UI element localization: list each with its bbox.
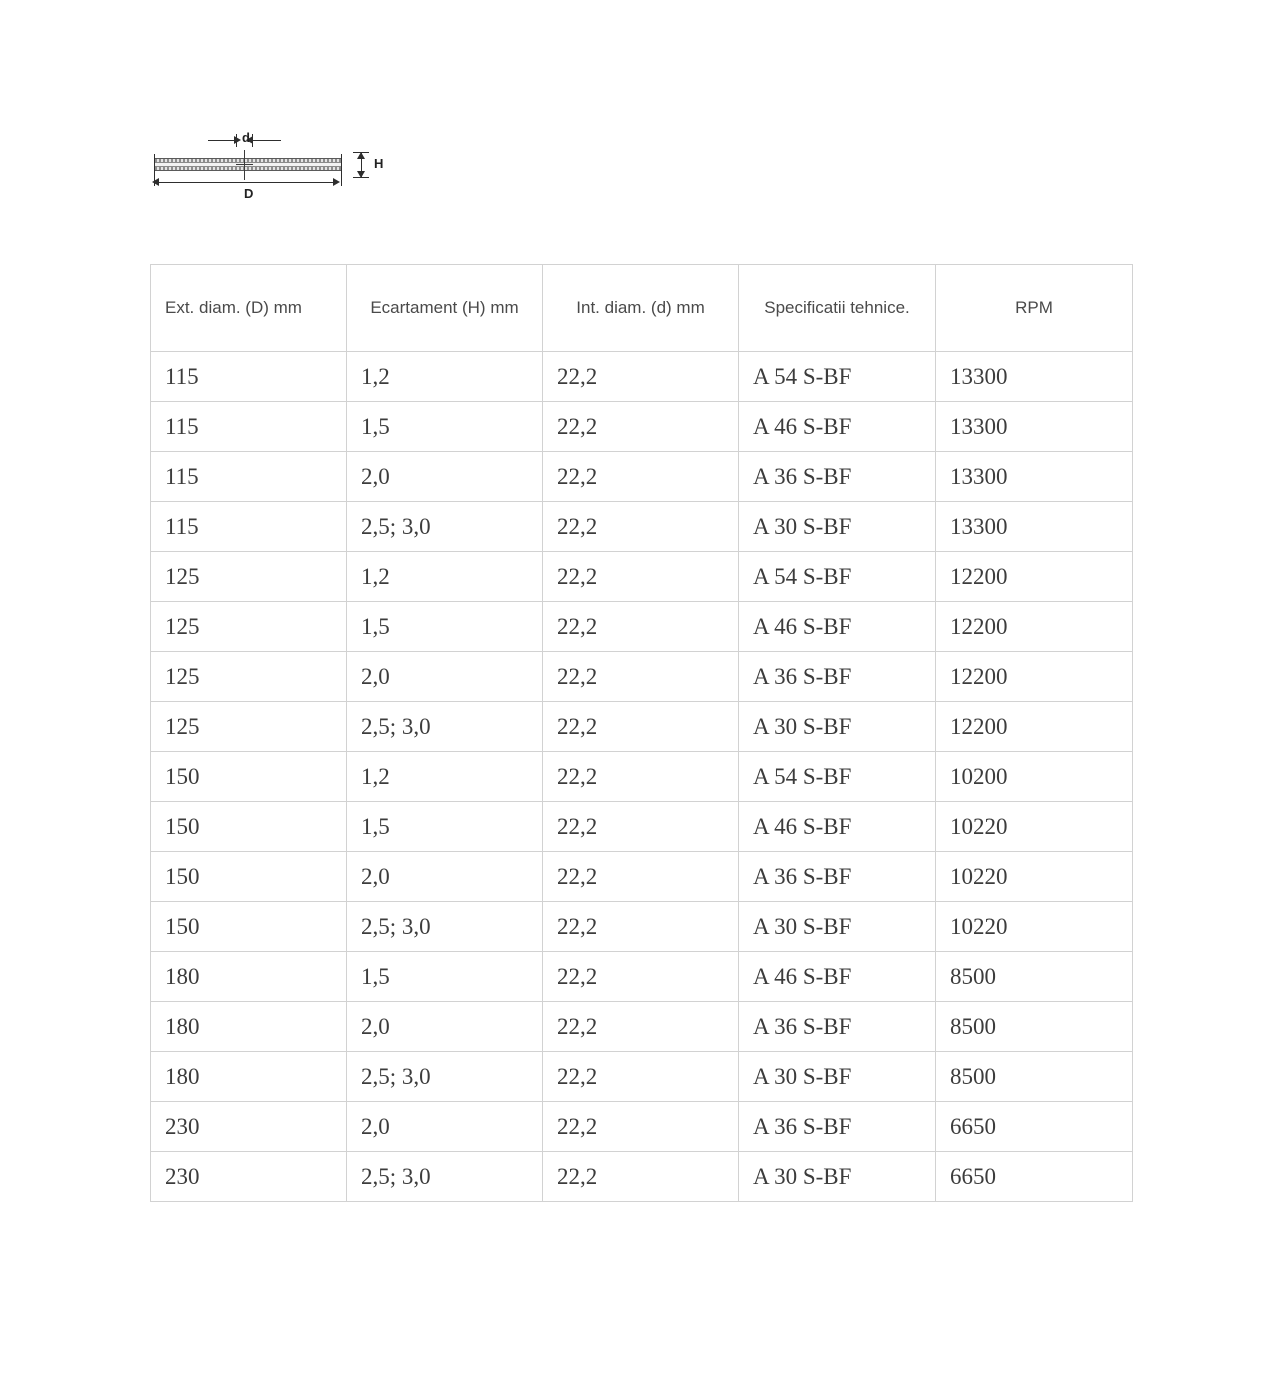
table-cell-int-diam: 22,2 xyxy=(543,1052,739,1102)
table-cell-int-diam: 22,2 xyxy=(543,652,739,702)
table-cell-specificatii: A 30 S-BF xyxy=(739,902,936,952)
table-cell-int-diam: 22,2 xyxy=(543,1002,739,1052)
table-cell-int-diam: 22,2 xyxy=(543,1102,739,1152)
table-cell-rpm: 10200 xyxy=(936,752,1133,802)
table-row xyxy=(151,752,1133,802)
dimension-line-d-right xyxy=(253,140,281,141)
table-row xyxy=(151,1052,1133,1102)
dimension-tick-d-left xyxy=(236,134,237,147)
table-cell-int-diam: 22,2 xyxy=(543,752,739,802)
table-cell-ext-diam: 125 xyxy=(151,552,347,602)
column-header-int-diam: Int. diam. (d) mm xyxy=(543,265,739,352)
dimension-line-d-left xyxy=(208,140,236,141)
table-cell-specificatii: A 36 S-BF xyxy=(739,852,936,902)
table-cell-specificatii: A 36 S-BF xyxy=(739,1002,936,1052)
table-row xyxy=(151,402,1133,452)
table-cell-ecartament: 2,0 xyxy=(347,1002,543,1052)
table-cell-specificatii: A 46 S-BF xyxy=(739,802,936,852)
table-cell-ecartament: 1,5 xyxy=(347,602,543,652)
table-cell-ext-diam: 115 xyxy=(151,452,347,502)
table-cell-specificatii: A 36 S-BF xyxy=(739,652,936,702)
table-cell-rpm: 8500 xyxy=(936,952,1133,1002)
column-header-specificatii: Specificatii tehnice. xyxy=(739,265,936,352)
table-cell-rpm: 13300 xyxy=(936,502,1133,552)
table-cell-int-diam: 22,2 xyxy=(543,1152,739,1202)
table-cell-int-diam: 22,2 xyxy=(543,952,739,1002)
table-row xyxy=(151,852,1133,902)
table-cell-ext-diam: 115 xyxy=(151,402,347,452)
table-cell-ecartament: 1,5 xyxy=(347,952,543,1002)
table-cell-int-diam: 22,2 xyxy=(543,802,739,852)
table-cell-rpm: 6650 xyxy=(936,1102,1133,1152)
table-cell-ext-diam: 180 xyxy=(151,952,347,1002)
table-body xyxy=(151,352,1133,1202)
table-cell-int-diam: 22,2 xyxy=(543,502,739,552)
table-header xyxy=(151,265,1133,352)
table-cell-ecartament: 1,2 xyxy=(347,752,543,802)
table-cell-ext-diam: 125 xyxy=(151,702,347,752)
diagram-label-inner-diameter: d xyxy=(242,130,250,145)
arrow-right-icon xyxy=(333,178,340,186)
table-cell-ecartament: 1,5 xyxy=(347,802,543,852)
dimension-tick-thickness-top xyxy=(353,152,369,153)
table-cell-rpm: 10220 xyxy=(936,902,1133,952)
table-cell-specificatii: A 30 S-BF xyxy=(739,1052,936,1102)
table-row xyxy=(151,802,1133,852)
arrow-down-icon xyxy=(357,152,365,159)
table-cell-rpm: 12200 xyxy=(936,702,1133,752)
table-cell-ext-diam: 180 xyxy=(151,1002,347,1052)
table-cell-ext-diam: 115 xyxy=(151,502,347,552)
table-row xyxy=(151,352,1133,402)
table-row xyxy=(151,552,1133,602)
table-row xyxy=(151,1002,1133,1052)
table-cell-ecartament: 2,5; 3,0 xyxy=(347,902,543,952)
table-cell-specificatii: A 30 S-BF xyxy=(739,702,936,752)
column-header-ext-diam: Ext. diam. (D) mm xyxy=(151,265,347,352)
table-cell-ext-diam: 125 xyxy=(151,602,347,652)
table-cell-rpm: 10220 xyxy=(936,802,1133,852)
disc-center-hole-icon xyxy=(244,150,245,180)
table-cell-ecartament: 2,0 xyxy=(347,1102,543,1152)
dimension-line-outer-diameter xyxy=(158,182,338,183)
table-cell-int-diam: 22,2 xyxy=(543,852,739,902)
table-cell-rpm: 13300 xyxy=(936,402,1133,452)
table-cell-ext-diam: 150 xyxy=(151,802,347,852)
table-header-row xyxy=(151,265,1133,352)
table-cell-ecartament: 2,5; 3,0 xyxy=(347,702,543,752)
table-row xyxy=(151,652,1133,702)
table-row xyxy=(151,1102,1133,1152)
table-cell-ext-diam: 180 xyxy=(151,1052,347,1102)
table-cell-int-diam: 22,2 xyxy=(543,352,739,402)
disc-center-hole-cross-icon xyxy=(236,164,253,165)
table-cell-ext-diam: 115 xyxy=(151,352,347,402)
table-cell-ecartament: 1,5 xyxy=(347,402,543,452)
table-cell-ext-diam: 150 xyxy=(151,852,347,902)
table-row xyxy=(151,1152,1133,1202)
table-row xyxy=(151,502,1133,552)
table-cell-specificatii: A 36 S-BF xyxy=(739,452,936,502)
diagram-label-thickness: H xyxy=(374,156,384,171)
column-header-ecartament: Ecartament (H) mm xyxy=(347,265,543,352)
table-row xyxy=(151,452,1133,502)
table-cell-ecartament: 1,2 xyxy=(347,352,543,402)
cutting-disc-diagram xyxy=(150,130,410,205)
table-cell-specificatii: A 46 S-BF xyxy=(739,402,936,452)
column-header-rpm: RPM xyxy=(936,265,1133,352)
table-cell-ext-diam: 125 xyxy=(151,652,347,702)
specification-table xyxy=(150,264,1133,1202)
table-cell-specificatii: A 30 S-BF xyxy=(739,1152,936,1202)
table-cell-specificatii: A 46 S-BF xyxy=(739,952,936,1002)
table-cell-int-diam: 22,2 xyxy=(543,902,739,952)
table-cell-ext-diam: 230 xyxy=(151,1102,347,1152)
table-cell-ecartament: 2,5; 3,0 xyxy=(347,502,543,552)
specification-table-container xyxy=(150,264,1132,1202)
table-cell-ecartament: 2,5; 3,0 xyxy=(347,1152,543,1202)
table-cell-ecartament: 2,0 xyxy=(347,452,543,502)
table-cell-int-diam: 22,2 xyxy=(543,702,739,752)
table-cell-specificatii: A 30 S-BF xyxy=(739,502,936,552)
table-row xyxy=(151,702,1133,752)
table-cell-specificatii: A 54 S-BF xyxy=(739,352,936,402)
dimension-tick-outer-right xyxy=(341,154,342,186)
dimension-tick-thickness-bottom xyxy=(353,177,369,178)
table-cell-specificatii: A 36 S-BF xyxy=(739,1102,936,1152)
table-cell-ecartament: 2,0 xyxy=(347,852,543,902)
table-cell-specificatii: A 46 S-BF xyxy=(739,602,936,652)
table-cell-rpm: 12200 xyxy=(936,602,1133,652)
table-cell-rpm: 12200 xyxy=(936,652,1133,702)
table-cell-specificatii: A 54 S-BF xyxy=(739,552,936,602)
table-cell-int-diam: 22,2 xyxy=(543,552,739,602)
table-cell-int-diam: 22,2 xyxy=(543,452,739,502)
table-cell-rpm: 6650 xyxy=(936,1152,1133,1202)
dimension-tick-d-right xyxy=(252,134,253,147)
diagram-label-outer-diameter: D xyxy=(244,186,254,201)
table-row xyxy=(151,902,1133,952)
table-cell-rpm: 13300 xyxy=(936,452,1133,502)
table-cell-rpm: 13300 xyxy=(936,352,1133,402)
table-cell-ext-diam: 150 xyxy=(151,902,347,952)
dimension-tick-outer-left xyxy=(154,154,155,186)
table-cell-ecartament: 1,2 xyxy=(347,552,543,602)
table-cell-ext-diam: 230 xyxy=(151,1152,347,1202)
table-cell-ecartament: 2,0 xyxy=(347,652,543,702)
table-cell-rpm: 8500 xyxy=(936,1002,1133,1052)
table-row xyxy=(151,952,1133,1002)
table-cell-specificatii: A 54 S-BF xyxy=(739,752,936,802)
table-cell-int-diam: 22,2 xyxy=(543,402,739,452)
table-cell-ext-diam: 150 xyxy=(151,752,347,802)
table-cell-rpm: 10220 xyxy=(936,852,1133,902)
table-cell-rpm: 8500 xyxy=(936,1052,1133,1102)
table-cell-ecartament: 2,5; 3,0 xyxy=(347,1052,543,1102)
table-cell-int-diam: 22,2 xyxy=(543,602,739,652)
table-cell-rpm: 12200 xyxy=(936,552,1133,602)
table-row xyxy=(151,602,1133,652)
